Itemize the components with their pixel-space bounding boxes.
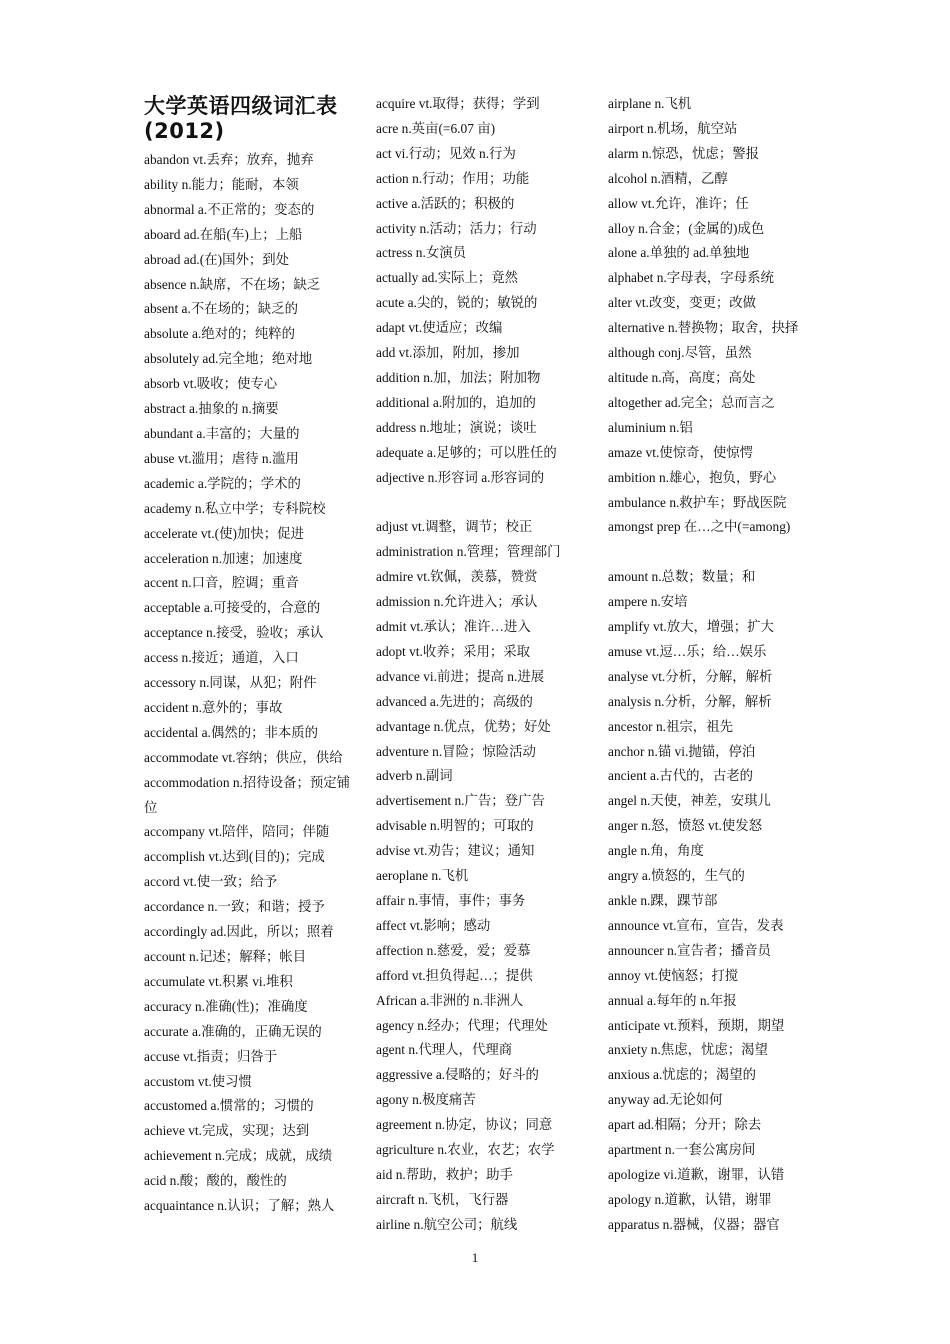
vocab-entry: accumulate vt.积累 vi.堆积 — [144, 973, 293, 989]
vocab-entry: abundant a.丰富的；大量的 — [144, 425, 300, 441]
vocab-entry: angel n.天使，神差，安琪儿 — [608, 793, 771, 809]
vocab-entry: abuse vt.滥用；虐待 n.滥用 — [144, 450, 299, 466]
vocab-entry: annual a.每年的 n.年报 — [608, 992, 737, 1008]
vocab-entry: accessory n.同谋，从犯；附件 — [144, 675, 317, 691]
vocab-entry: ampere n.安培 — [608, 594, 688, 610]
column-1 — [144, 92, 354, 1219]
page-number: 1 — [471, 1250, 479, 1265]
blank-line — [376, 491, 586, 516]
vocab-entry: adopt vt.收养；采用；采取 — [376, 643, 530, 659]
vocab-entry: angry a.愤怒的，生气的 — [608, 868, 745, 884]
vocab-entry: annoy vt.使恼怒；打搅 — [608, 967, 739, 983]
vocab-entry: acceptable a.可接受的，合意的 — [144, 600, 321, 616]
vocab-entry: anxious a.忧虑的；渴望的 — [608, 1067, 757, 1083]
vocab-entry: abroad ad.(在)国外；到处 — [144, 251, 290, 267]
vocab-entry: airline n.航空公司；航线 — [376, 1216, 518, 1232]
vocab-entry: accordance n.一致；和谐；授予 — [144, 899, 325, 915]
vocab-entry: amaze vt.使惊奇，使惊愕 — [608, 444, 754, 460]
vocab-entry: alarm n.惊恐，忧虑；警报 — [608, 145, 759, 161]
vocab-entry: anticipate vt.预料，预期，期望 — [608, 1017, 785, 1033]
vocab-entry: alcohol n.酒精，乙醇 — [608, 170, 728, 186]
vocab-entry: amongst prep 在…之中(=among) — [608, 519, 791, 535]
vocab-entry: aid n.帮助，救护；助手 — [376, 1166, 513, 1182]
vocab-entry: analysis n.分析，分解，解析 — [608, 693, 772, 709]
vocab-entry: anger n.怒，愤怒 vt.使发怒 — [608, 818, 762, 834]
vocab-entry: accomplish vt.达到(目的)；完成 — [144, 849, 325, 865]
vocab-entry: accidental a.偶然的；非本质的 — [144, 724, 319, 740]
vocab-entry: active a.活跃的；积极的 — [376, 195, 515, 211]
vocab-entry: absolutely ad.完全地；绝对地 — [144, 351, 313, 367]
vocab-entry: accustomed a.惯常的；习惯的 — [144, 1098, 314, 1114]
vocab-entry: advertisement n.广告；登广告 — [376, 793, 545, 809]
vocab-entry: access n.接近；通道，入口 — [144, 650, 299, 666]
vocab-entry: actually ad.实际上；竟然 — [376, 270, 519, 286]
vocab-entry: announce vt.宣布，宣告，发表 — [608, 917, 784, 933]
vocab-entry: actress n.女演员 — [376, 245, 466, 261]
vocab-entry: affair n.事情，事件；事务 — [376, 892, 526, 908]
vocab-entry: adequate a.足够的；可以胜任的 — [376, 444, 557, 460]
vocab-entry: act vi.行动；见效 n.行为 — [376, 145, 516, 161]
vocab-entry: accuracy n.准确(性)；准确度 — [144, 998, 308, 1014]
vocab-entry: aggressive a.侵略的；好斗的 — [376, 1067, 539, 1083]
vocab-entry: allow vt.允许，准许；任 — [608, 195, 749, 211]
vocab-entry: add vt.添加，附加，掺加 — [376, 345, 520, 361]
vocab-entry: affect vt.影响；感动 — [376, 917, 491, 933]
vocab-entry: account n.记述；解释；帐目 — [144, 949, 307, 964]
vocab-entry: accord vt.使一致；给予 — [144, 874, 278, 890]
vocab-entry: advise vt.劝告；建议；通知 — [376, 843, 535, 859]
vocab-entry: administration n.管理；管理部门 — [376, 544, 561, 560]
vocab-entry: aircraft n.飞机，飞行器 — [376, 1191, 509, 1207]
vocab-entry: accuse vt.指责；归咎于 — [144, 1048, 278, 1064]
vocab-entry: action n.行动；作用；功能 — [376, 170, 530, 186]
vocab-entry: alternative n.替换物；取舍，抉择 — [608, 320, 799, 336]
vocab-entry: amount n.总数；数量；和 — [608, 569, 756, 585]
vocab-entry: absolute a.绝对的；纯粹的 — [144, 326, 295, 342]
vocab-entry: addition n.加，加法；附加物 — [376, 369, 541, 385]
vocab-entry: achieve vt.完成，实现；达到 — [144, 1123, 310, 1139]
vocab-entry: analyse vt.分析，分解，解析 — [608, 668, 773, 684]
vocab-entry: agreement n.协定，协议；同意 — [376, 1117, 553, 1133]
vocab-entry: angle n.角，角度 — [608, 843, 704, 859]
vocab-entry: aeroplane n.飞机 — [376, 868, 469, 884]
vocab-entry: accurate a.准确的，正确无误的 — [144, 1023, 322, 1039]
vocab-entry: adjust vt.调整，调节；校正 — [376, 519, 533, 535]
vocab-entry: admire vt.钦佩，羡慕，赞赏 — [376, 569, 538, 585]
vocab-entry: anxiety n.焦虑，忧虑；渴望 — [608, 1042, 768, 1058]
vocab-entry: acceleration n.加速；加速度 — [144, 550, 303, 566]
vocab-entry: afford vt.担负得起…；提供 — [376, 967, 533, 983]
vocab-entry: accustom vt.使习惯 — [144, 1073, 252, 1089]
vocab-entry: ability n.能力；能耐，本领 — [144, 176, 299, 192]
vocab-entry: accommodate vt.容纳；供应，供给 — [144, 749, 343, 765]
vocab-entry: ambulance n.救护车；野战医院 — [608, 494, 787, 510]
vocab-entry: absence n.缺席，不在场；缺乏 — [144, 276, 321, 292]
vocab-entry: agent n.代理人，代理商 — [376, 1042, 513, 1058]
vocab-entry: accompany vt.陪伴，陪同；伴随 — [144, 824, 330, 840]
vocab-entry: ancient a.古代的，古老的 — [608, 768, 754, 784]
vocab-entry: advance vi.前进；提高 n.进展 — [376, 668, 545, 684]
vocab-entry: acquire vt.取得；获得；学到 — [376, 96, 540, 111]
vocab-entry: acquaintance n.认识；了解；熟人 — [144, 1198, 335, 1214]
vocab-entry: agriculture n.农业，农艺；农学 — [376, 1142, 555, 1158]
vocab-entry: adjective n.形容词 a.形容词的 — [376, 469, 545, 485]
vocab-entry: achievement n.完成；成就，成绩 — [144, 1148, 333, 1164]
vocab-entry: advanced a.先进的；高级的 — [376, 693, 533, 709]
vocab-entry: address n.地址；演说；谈吐 — [376, 419, 537, 435]
vocab-entry: accommodation n.招待设备；预定铺位 — [144, 774, 351, 815]
vocab-entry: affection n.慈爱，爱；爱慕 — [376, 942, 531, 958]
vocab-entry: adverb n.副词 — [376, 768, 453, 784]
vocab-entry: accident n.意外的；事故 — [144, 699, 283, 715]
vocab-entry: amplify vt.放大，增强；扩大 — [608, 619, 774, 635]
vocab-entry: alloy n.合金；(金属的)成色 — [608, 220, 765, 236]
vocab-entry: airport n.机场，航空站 — [608, 120, 738, 136]
vocab-entry: accent n.口音，腔调；重音 — [144, 575, 299, 591]
vocab-entry: absent a.不在场的；缺乏的 — [144, 301, 298, 317]
vocab-entry: academic a.学院的；学术的 — [144, 475, 301, 491]
vocab-entry: although conj.尽管，虽然 — [608, 345, 752, 361]
vocab-entry: anchor n.锚 vi.抛锚，停泊 — [608, 743, 756, 759]
vocab-entry: acre n.英亩(=6.07 亩) — [376, 120, 496, 136]
vocab-entry: alphabet n.字母表，字母系统 — [608, 270, 774, 286]
vocab-entry: advisable n.明智的；可取的 — [376, 818, 534, 834]
vocab-entry: agony n.极度痛苦 — [376, 1092, 476, 1108]
vocab-entry: agency n.经办；代理；代理处 — [376, 1017, 548, 1033]
vocab-entry: African a.非洲的 n.非洲人 — [376, 992, 524, 1008]
vocab-entry: apart ad.相隔；分开；除去 — [608, 1117, 762, 1133]
vocab-entry: altitude n.高，高度；高处 — [608, 369, 756, 385]
vocab-entry: adapt vt.使适应；改编 — [376, 320, 503, 336]
vocab-entry: aluminium n.铝 — [608, 419, 693, 435]
vocab-entry: adventure n.冒险；惊险活动 — [376, 743, 536, 759]
vocab-entry: acid n.酸；酸的，酸性的 — [144, 1173, 287, 1189]
vocab-entry: abnormal a.不正常的；变态的 — [144, 201, 315, 217]
vocab-entry: accelerate vt.(使)加快；促进 — [144, 525, 304, 541]
vocab-entry: amuse vt.逗…乐；给…娱乐 — [608, 643, 767, 659]
vocab-entry: abandon vt.丢弃；放弃，抛弃 — [144, 152, 314, 167]
vocab-entry: additional a.附加的，追加的 — [376, 394, 536, 410]
vocab-entry: ancestor n.祖宗，祖先 — [608, 718, 733, 734]
page-title: 大学英语四级词汇表(2012) — [144, 94, 338, 143]
vocab-entry: announcer n.宣告者；播音员 — [608, 942, 771, 958]
vocab-entry: activity n.活动；活力；行动 — [376, 220, 537, 236]
vocab-entry: accordingly ad.因此，所以；照着 — [144, 924, 334, 940]
vocab-entry: ankle n.踝，踝节部 — [608, 892, 718, 908]
blank-line — [608, 540, 818, 565]
vocab-entry: admit vt.承认；准许…进入 — [376, 619, 531, 635]
vocab-entry: alter vt.改变，变更；改做 — [608, 295, 757, 311]
vocab-entry: altogether ad.完全；总而言之 — [608, 394, 775, 410]
vocab-entry: anyway ad.无论如何 — [608, 1092, 723, 1108]
vocab-entry: acute a.尖的，锐的；敏锐的 — [376, 295, 538, 311]
vocab-entry: absorb vt.吸收；使专心 — [144, 376, 278, 392]
vocab-entry: ambition n.雄心，抱负，野心 — [608, 469, 777, 485]
vocab-entry: advantage n.优点，优势；好处 — [376, 718, 551, 734]
vocab-entry: admission n.允许进入；承认 — [376, 594, 538, 610]
vocab-entry: apartment n.一套公寓房间 — [608, 1142, 756, 1158]
vocab-entry: airplane n.飞机 — [608, 96, 692, 111]
vocab-entry: academy n.私立中学；专科院校 — [144, 500, 326, 516]
column-2 — [376, 92, 586, 1238]
vocab-entry: abstract a.抽象的 n.摘要 — [144, 401, 279, 417]
vocab-entry: apparatus n.器械，仪器；器官 — [608, 1216, 780, 1232]
column-3 — [608, 92, 818, 1238]
vocab-entry: apology n.道歉，认错，谢罪 — [608, 1191, 772, 1207]
vocab-entry: acceptance n.接受，验收；承认 — [144, 625, 324, 641]
vocab-entry: apologize vi.道歉，谢罪，认错 — [608, 1166, 785, 1182]
vocab-entry: aboard ad.在船(车)上；上船 — [144, 226, 303, 242]
vocab-entry: alone a.单独的 ad.单独地 — [608, 245, 750, 261]
